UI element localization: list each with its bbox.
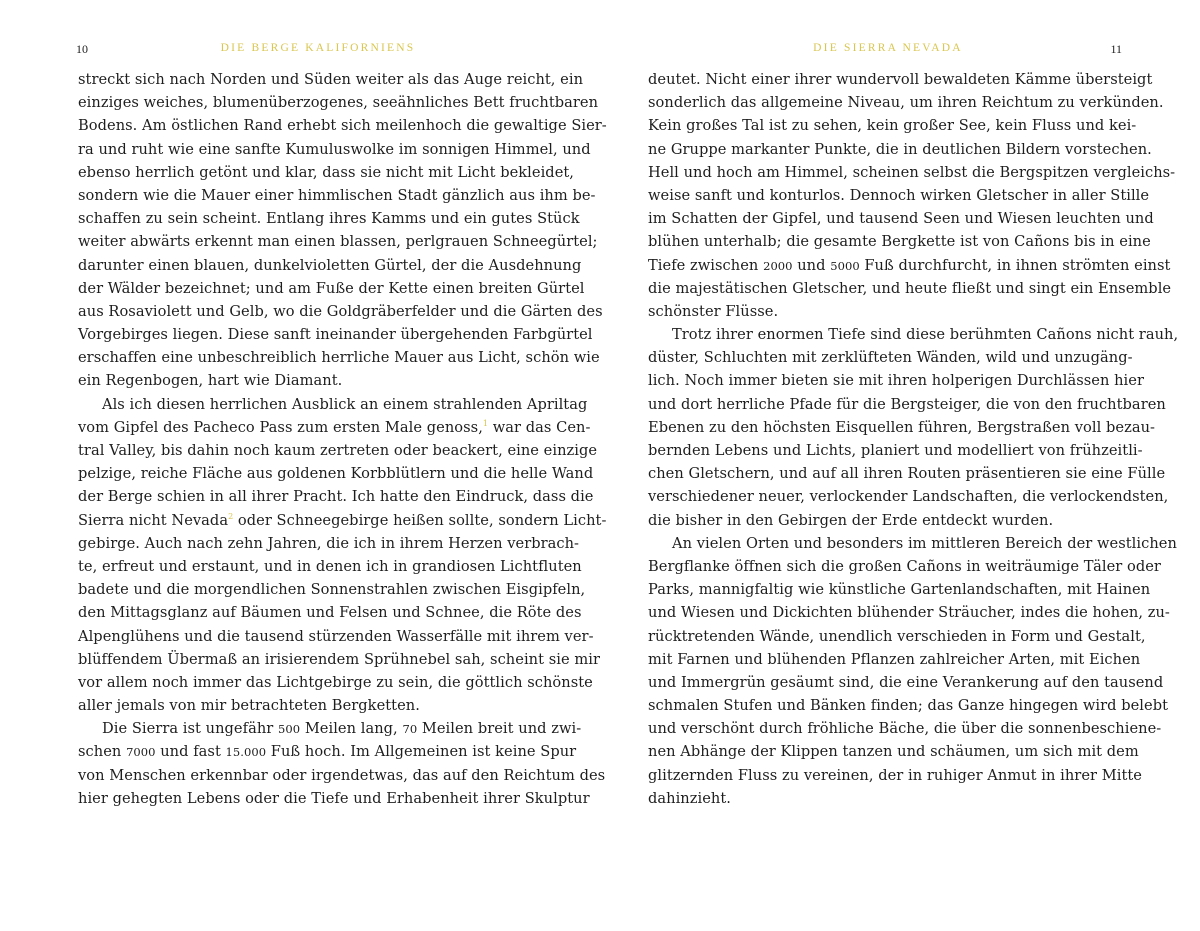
text-line: im Schatten der Gipfel, und tausend Seen und Wiesen leuchten und: [648, 210, 1154, 228]
text-line: chen Gletschern, und auf all ihren Routen präsentieren sie eine Fülle: [648, 465, 1166, 483]
text-line: dahinzieht.: [648, 789, 731, 807]
text-line: [78, 509, 607, 532]
number: 500: [278, 722, 301, 737]
text-line: Hell und hoch am Himmel, scheinen selbst die Bergspitzen vergleichs-: [648, 163, 1176, 181]
text-span: Tiefe zwischen: [648, 256, 759, 274]
text-line: [78, 740, 577, 763]
text-line: Als ich diesen herrlichen Ausblick an einem strahlenden Apriltag: [102, 395, 588, 413]
text-line: hier gehegten Lebens oder die Tiefe und Erhabenheit ihrer Skulptur: [78, 789, 590, 807]
text-line: von Menschen erkennbar oder irgendetwas, das auf den Reichtum des: [78, 766, 606, 784]
left-running-header: [78, 42, 558, 58]
paragraph: [648, 323, 1179, 532]
text-line: vor allem noch immer das Lichtgebirge zu sein, die göttlich schönste: [78, 673, 593, 691]
text-span: oder Schneegebirge heißen sollte, sondern Licht-: [233, 511, 607, 529]
text-line: schönster Flüsse.: [648, 302, 779, 320]
right-text-block: [648, 68, 1179, 810]
text-line: Bergflanke öffnen sich die großen Cañons in weiträumige Täler oder: [648, 557, 1161, 575]
text-line: und Immergrün gesäumt sind, die eine Verankerung auf den tausend: [648, 673, 1164, 691]
text-line: Bodens. Am östlichen Rand erhebt sich meilenhoch die gewaltige Sier-: [78, 117, 607, 135]
text-line: Ebenen zu den höchsten Eisquellen führen, Bergstraßen voll bezau-: [648, 418, 1156, 436]
text-line: mit Farnen und blühenden Pflanzen zahlreicher Arten, mit Eichen: [648, 650, 1141, 668]
text-span: und: [792, 256, 831, 274]
text-line: An vielen Orten und besonders im mittleren Bereich der westlichen: [672, 534, 1177, 552]
paragraph: [78, 68, 607, 393]
text-line: aller jemals von mir betrachteten Bergketten.: [78, 697, 420, 715]
text-span: Sierra nicht Nevada: [78, 511, 229, 529]
number: 15.000: [225, 745, 267, 760]
text-line: Kein großes Tal ist zu sehen, kein großer See, kein Fluss und kei-: [648, 117, 1137, 135]
number: 5000: [830, 258, 860, 273]
text-line: ne Gruppe markanter Punkte, die in deutlichen Bildern vorstechen.: [648, 140, 1152, 158]
text-line: und dort herrliche Pfade für die Bergsteiger, die von den fruchtbaren: [648, 395, 1166, 413]
text-span: und fast: [155, 743, 226, 761]
running-head-title: DIE BERGE KALIFORNIENS: [220, 42, 416, 54]
text-line: schmalen Stufen und Bänken finden; das Ganze hingegen wird belebt: [648, 697, 1169, 715]
text-line: verschiedener neuer, verlockender Landschaften, die verlockendsten,: [648, 488, 1169, 506]
text-line: bernden Lebens und Lichts, planiert und modelliert von frühzeitli-: [648, 442, 1143, 459]
text-line: tral Valley, bis dahin noch kaum zertreten oder beackert, eine einzige: [78, 442, 598, 459]
text-line: gebirge. Auch nach zehn Jahren, die ich in ihrem Herzen verbrach-: [78, 534, 580, 552]
text-line: weise sanft und konturlos. Dennoch wirken Gletscher in aller Stille: [648, 186, 1150, 204]
text-line: nen Abhänge der Klippen tanzen und schäumen, um sich mit dem: [648, 743, 1139, 761]
text-line: streckt sich nach Norden und Süden weiter als das Auge reicht, ein: [78, 71, 584, 88]
text-line: [78, 416, 591, 439]
text-line: aus Rosaviolett und Gelb, wo die Goldgräberfelder und die Gärten des: [78, 302, 603, 320]
text-line: einziges weiches, blumenüberzogenes, seeähnliches Bett fruchtbaren: [78, 94, 599, 112]
footnote-marker[interactable]: 1: [482, 418, 489, 428]
text-span: Fuß hoch. Im Allgemeinen ist keine Spur: [266, 743, 577, 761]
page-number: 11: [1110, 42, 1122, 56]
text-line: Parks, mannigfaltig wie künstliche Gartenlandschaften, mit Hainen: [648, 581, 1151, 599]
text-line: rücktretenden Wände, unendlich verschieden in Form und Gestalt,: [648, 627, 1146, 645]
text-line: badete und die morgendlichen Sonnenstrahlen zwischen Eisgipfeln,: [78, 581, 586, 599]
footnote-marker[interactable]: 2: [228, 511, 234, 521]
text-line: te, erfreut und erstaunt, und in denen ich in grandiosen Lichtfluten: [78, 557, 582, 575]
text-span: schen: [78, 743, 122, 761]
text-span: war das Cen-: [488, 418, 591, 436]
text-line: erschaffen eine unbeschreiblich herrliche Mauer aus Licht, schön wie: [78, 349, 600, 367]
right-running-header: [648, 42, 1128, 58]
text-line: [78, 717, 582, 740]
text-span: Die Sierra ist ungefähr: [102, 720, 274, 738]
text-line: blühen unterhalb; die gesamte Bergkette ist von Cañons bis in eine: [648, 233, 1151, 251]
text-line: der Berge schien in all ihrer Pracht. Ich hatte den Eindruck, dass die: [78, 488, 594, 506]
text-line: deutet. Nicht einer ihrer wundervoll bewaldeten Kämme übersteigt: [648, 71, 1153, 88]
text-line: die bisher in den Gebirgen der Erde entdeckt wurden.: [648, 511, 1054, 529]
text-line: und Wiesen und Dickichten blühender Sträucher, indes die hohen, zu-: [648, 604, 1170, 622]
text-line: glitzernden Fluss zu vereinen, der in ruhiger Anmut in ihrer Mitte: [648, 766, 1142, 784]
text-line: lich. Noch immer bieten sie mit ihren holperigen Durchlässen hier: [648, 372, 1144, 390]
text-line: ein Regenbogen, hart wie Diamant.: [78, 372, 343, 390]
text-line: der Wälder bezeichnet; und am Fuße der Kette einen breiten Gürtel: [78, 279, 585, 297]
paragraph: [78, 393, 607, 718]
text-line: ebenso herrlich getönt und klar, dass sie nicht mit Licht bekleidet,: [78, 163, 574, 181]
text-span: Meilen lang,: [300, 720, 403, 738]
text-span: Fuß durchfurcht, in ihnen strömten einst: [859, 256, 1171, 274]
text-line: weiter abwärts erkennt man einen blassen, perlgrauen Schneegürtel;: [78, 233, 598, 251]
text-line: schaffen zu sein scheint. Entlang ihres Kamms und ein gutes Stück: [78, 210, 580, 228]
text-line: düster, Schluchten mit zerklüfteten Wänden, wild und unzugäng-: [648, 349, 1133, 367]
text-line: und verschönt durch fröhliche Bäche, die über die sonnenbeschiene-: [648, 720, 1162, 738]
paragraph: [648, 68, 1176, 323]
number: 70: [402, 722, 418, 737]
text-line: Alpenglühens und die tausend stürzenden Wasserfälle mit ihrem ver-: [78, 627, 594, 645]
text-span: vom Gipfel des Pacheco Pass zum ersten Male genoss,: [78, 418, 483, 436]
text-line: [648, 254, 1171, 277]
number: 2000: [763, 258, 793, 273]
left-text-block: [78, 68, 607, 810]
text-line: sondern wie die Mauer einer himmlischen Stadt gänzlich aus ihm be-: [78, 186, 596, 204]
paragraph: [78, 717, 606, 810]
text-line: sonderlich das allgemeine Niveau, um ihren Reichtum zu verkünden.: [648, 94, 1164, 112]
text-span: Meilen breit und zwi-: [417, 720, 582, 738]
text-line: den Mittagsglanz auf Bäumen und Felsen und Schnee, die Röte des: [78, 604, 582, 622]
number: 7000: [126, 745, 156, 760]
page-number: 10: [76, 42, 88, 56]
running-head-title: DIE SIERRA NEVADA: [813, 42, 963, 54]
text-line: darunter einen blauen, dunkelvioletten Gürtel, der die Ausdehnung: [78, 256, 582, 274]
text-line: pelzige, reiche Fläche aus goldenen Korbblütlern und die helle Wand: [78, 465, 594, 483]
paragraph: [648, 532, 1177, 810]
text-line: blüffendem Übermaß an irisierendem Sprühnebel sah, scheint sie mir: [78, 650, 600, 668]
text-line: ra und ruht wie eine sanfte Kumuluswolke im sonnigen Himmel, und: [78, 140, 591, 158]
text-line: die majestätischen Gletscher, und heute fließt und singt ein Ensemble: [648, 279, 1172, 297]
text-line: Vorgebirges liegen. Diese sanft ineinander übergehenden Farbgürtel: [78, 326, 593, 344]
text-line: Trotz ihrer enormen Tiefe sind diese berühmten Cañons nicht rauh,: [672, 326, 1179, 344]
